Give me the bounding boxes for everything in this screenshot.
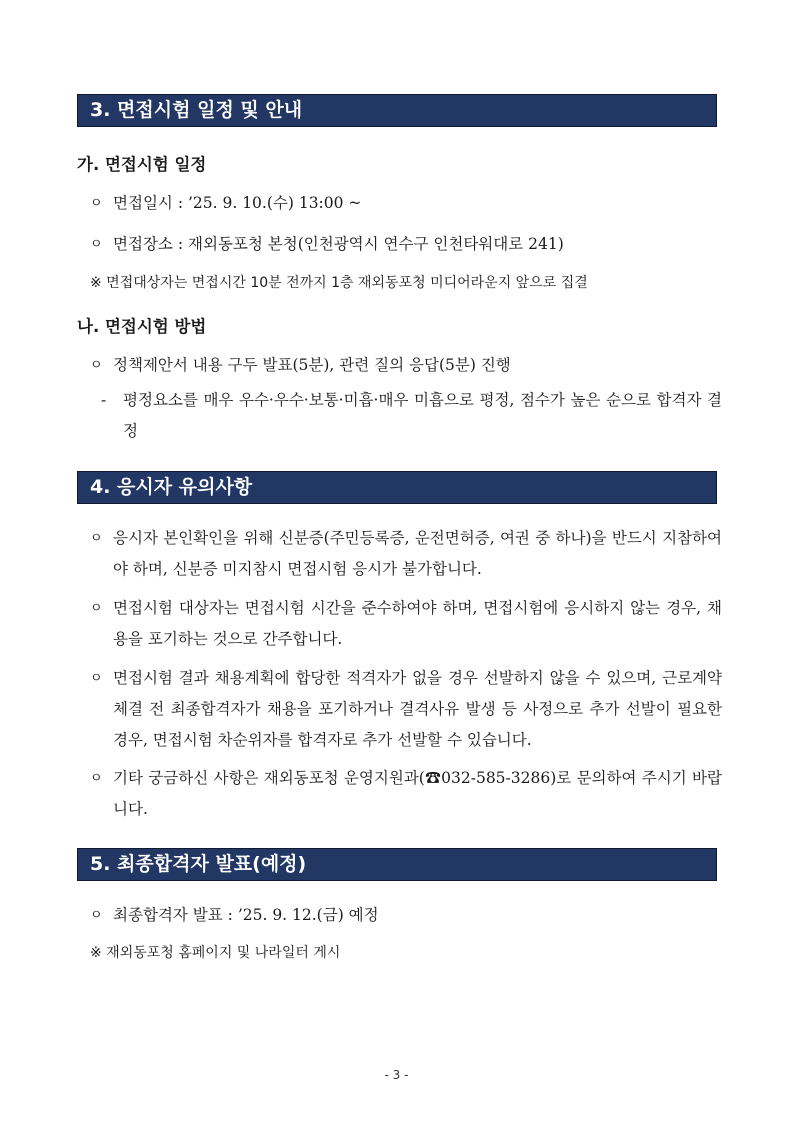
section-header-5: 5. 최종합격자 발표(예정) — [77, 848, 717, 881]
dash-item-text: 평정요소를 매우 우수·우수·보통·미흡·매우 미흡으로 평정, 점수가 높은 순으로 합격자 결정 — [123, 391, 722, 440]
bullet-mark: ㅇ — [90, 908, 103, 923]
list-item-text: 면접시험 대상자는 면접시험 시간을 준수하여야 하며, 면접시험에 응시하지 않는 경우, 채용을 포기하는 것으로 간주합니다. — [113, 599, 722, 648]
list-item — [90, 229, 722, 260]
list-item — [90, 350, 722, 381]
list-item-text: 응시자 본인확인을 위해 신분증(주민등록증, 운전면허증, 여권 중 하나)을 반드시 지참하여야 하며, 신분증 미지참시 면접시험 응시가 불가합니다. — [113, 529, 722, 578]
list-item — [90, 188, 722, 219]
list-item-text: 정책제안서 내용 구두 발표(5분), 관련 질의 응답(5분) 진행 — [113, 356, 511, 374]
bullet-mark: ㅇ — [90, 771, 103, 786]
bullet-mark: ㅇ — [90, 237, 103, 252]
dash-mark: - — [101, 391, 107, 409]
dash-item — [101, 385, 722, 447]
bullet-mark: ㅇ — [90, 531, 103, 546]
list-item-text: 최종합격자 발표 : ’25. 9. 12.(금) 예정 — [113, 906, 379, 924]
subheading-interview-schedule: 가. 면접시험 일정 — [77, 155, 207, 174]
page-number: - 3 - — [384, 1068, 409, 1082]
list-item — [90, 900, 722, 931]
list-item — [90, 523, 722, 585]
list-item — [90, 763, 722, 825]
note-gathering: ※ 면접대상자는 면접시간 10분 전까지 1층 재외동포청 미디어라운지 앞으로 집결 — [90, 275, 588, 291]
bullet-mark: ㅇ — [90, 196, 103, 211]
list-item-text: 면접장소 : 재외동포청 본청(인천광역시 연수구 인천타워대로 241) — [113, 235, 564, 253]
list-item — [90, 663, 722, 756]
section-header-3: 3. 면접시험 일정 및 안내 — [77, 94, 717, 127]
bullet-mark: ㅇ — [90, 358, 103, 373]
section-header-4: 4. 응시자 유의사항 — [77, 471, 717, 504]
list-item — [90, 593, 722, 655]
subheading-interview-method: 나. 면접시험 방법 — [77, 317, 207, 336]
list-item-text: 면접시험 결과 채용계획에 합당한 적격자가 없을 경우 선발하지 않을 수 있으며, 근로계약 체결 전 최종합격자가 채용을 포기하거나 결격사유 발생 등 사정으로 추가 선발이 필요한 경우, 면접시험 차순위자를 합격자로 추가 선발할 수 있습니다. — [113, 669, 722, 749]
note-announcement: ※ 재외동포청 홈페이지 및 나라일터 게시 — [90, 945, 341, 961]
bullet-mark: ㅇ — [90, 671, 103, 686]
list-item-text: 면접일시 : ’25. 9. 10.(수) 13:00 ~ — [113, 194, 362, 212]
list-item-text: 기타 궁금하신 사항은 재외동포청 운영지원과(☎032-585-3286)로 문의하여 주시기 바랍니다. — [113, 769, 722, 818]
bullet-mark: ㅇ — [90, 601, 103, 616]
